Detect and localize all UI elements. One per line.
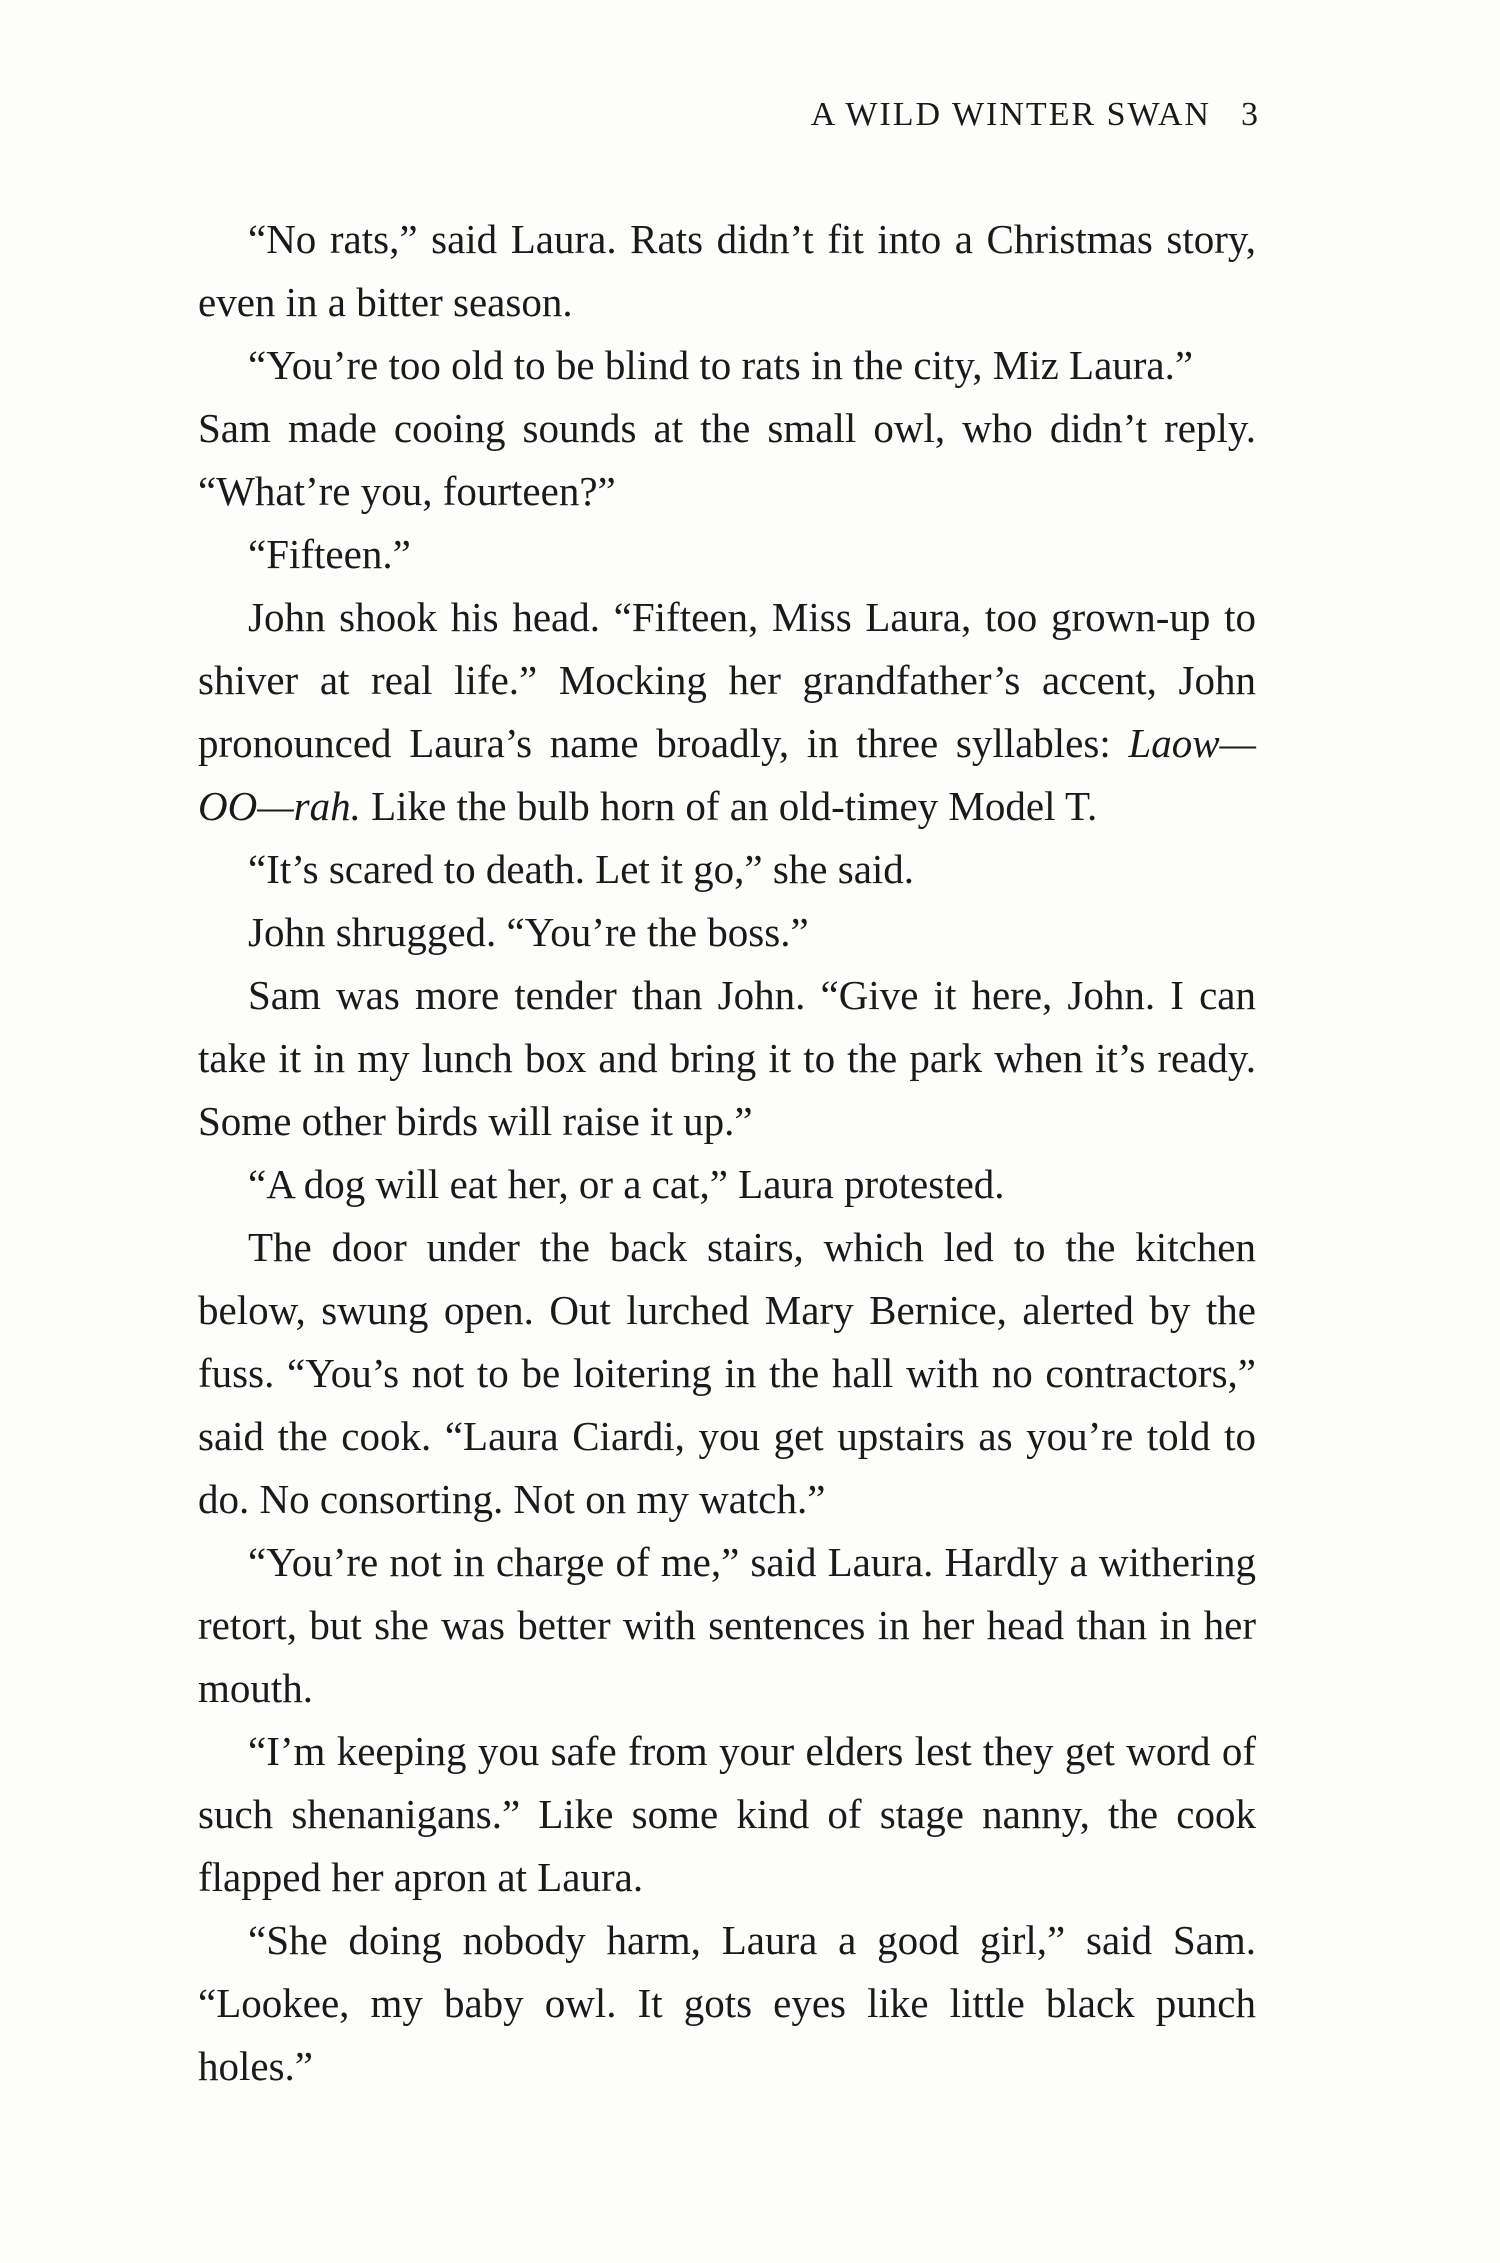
paragraph: “No rats,” said Laura. Rats didn’t fit into a Christmas story, even in a bitter season. [198,216,1256,325]
paragraph: “Fifteen.” [248,531,411,577]
paragraph: “She doing nobody harm, Laura a good girl,” said Sam. “Lookee, my baby owl. It gots eyes like little black punch holes.” [198,1917,1256,2089]
running-head [811,96,1260,134]
paragraph: “I’m keeping you safe from your elders lest they get word of such shenanigans.” Like some kind of stage nanny, the cook flapped her apron at Laura. [198,1728,1256,1900]
paragraph: “You’re not in charge of me,” said Laura. Hardly a withering retort, but she was better with sentences in her head than in her mouth. [198,1539,1256,1711]
paragraph [198,586,1256,838]
paragraph: John shrugged. “You’re the boss.” [248,909,809,955]
page-number: 3 [1241,96,1260,133]
paragraph: “It’s scared to death. Let it go,” she said. [248,846,915,892]
paragraph: “A dog will eat her, or a cat,” Laura protested. [248,1161,1005,1207]
paragraph: Sam made cooing sounds at the small owl, who didn’t reply. “What’re you, fourteen?” [198,405,1256,514]
paragraph: “You’re too old to be blind to rats in the city, Miz Laura.” [248,342,1194,388]
paragraph-text: Like the bulb horn of an old-timey Model T. [360,783,1098,829]
paragraph-text: John shook his head. “Fifteen, Miss Laura, too grown-up to shiver at real life.” Mocking her grandfather’s accent, John pronounced Laura’s name broadly, in three syllables: [198,594,1256,766]
running-title: A WILD WINTER SWAN [810,96,1211,133]
italic-pronunciation: Laow—OO—rah. [198,720,1256,829]
body-text [198,208,1256,2098]
paragraph: Sam was more tender than John. “Give it here, John. I can take it in my lunch box and bring it to the park when it’s ready. Some other birds will raise it up.” [198,972,1256,1144]
paragraph: The door under the back stairs, which led to the kitchen below, swung open. Out lurched Mary Bernice, alerted by the fuss. “You’s not to be loitering in the hall with no contractors,” said the cook. “Laura Ciardi, you get upstairs as you’re told to do. No consorting. Not on my watch.” [198,1224,1256,1522]
